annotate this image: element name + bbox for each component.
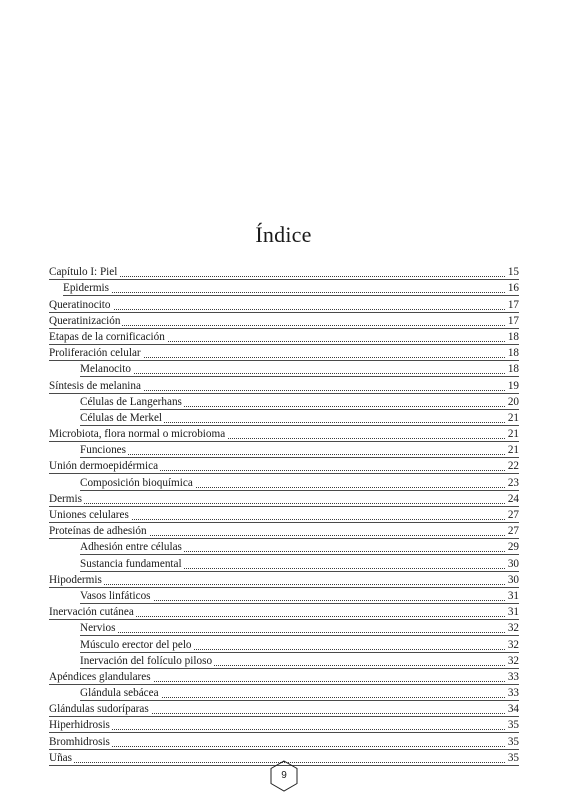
toc-entry-page: 18 bbox=[507, 363, 519, 376]
toc-entry-page: 17 bbox=[507, 298, 519, 311]
toc-entry[interactable] bbox=[80, 620, 519, 636]
dot-leader bbox=[80, 370, 519, 374]
toc-entry[interactable] bbox=[49, 296, 519, 312]
toc-entry[interactable] bbox=[80, 588, 519, 604]
toc-entry[interactable] bbox=[49, 669, 519, 685]
toc-entry-label: Capítulo I: Piel bbox=[49, 266, 118, 279]
toc-entry[interactable] bbox=[80, 653, 519, 669]
toc-entry-label: Queratinocito bbox=[49, 298, 111, 311]
toc-entry-label: Epidermis bbox=[63, 282, 109, 295]
toc-entry[interactable] bbox=[49, 377, 519, 393]
toc-entry[interactable] bbox=[80, 539, 519, 555]
toc-entry-page: 30 bbox=[507, 573, 519, 586]
toc-entry-label: Bromhidrosis bbox=[49, 735, 110, 748]
toc-entry-page: 32 bbox=[507, 654, 519, 667]
toc-entry-page: 33 bbox=[507, 670, 519, 683]
toc-entry-label: Dermis bbox=[49, 492, 82, 505]
toc-entry-page: 16 bbox=[507, 282, 519, 295]
toc-entry-label: Apéndices glandulares bbox=[49, 670, 151, 683]
toc-entry-page: 27 bbox=[507, 509, 519, 521]
toc-entry[interactable] bbox=[49, 491, 519, 507]
toc-entry[interactable] bbox=[63, 280, 519, 296]
dot-leader bbox=[63, 289, 519, 293]
toc-entry-page: 35 bbox=[507, 719, 519, 732]
dot-leader bbox=[49, 306, 519, 310]
toc-entry-page: 15 bbox=[507, 266, 519, 279]
dot-leader bbox=[49, 743, 519, 747]
toc-entry[interactable] bbox=[80, 410, 519, 426]
toc-entry[interactable] bbox=[49, 507, 519, 523]
toc-entry-label: Músculo erector del pelo bbox=[80, 638, 192, 651]
toc-entry-label: Hipodermis bbox=[49, 573, 102, 586]
toc-entry-page: 33 bbox=[507, 687, 519, 700]
page-number-badge bbox=[267, 759, 301, 793]
toc-entry-page: 18 bbox=[507, 347, 519, 360]
toc-entry-page: 23 bbox=[507, 476, 519, 489]
toc-entry[interactable] bbox=[49, 458, 519, 474]
page-number: 9 bbox=[281, 770, 287, 781]
toc-entry-page: 27 bbox=[507, 525, 519, 538]
toc-entry[interactable] bbox=[49, 701, 519, 717]
toc-entry-page: 30 bbox=[507, 557, 519, 570]
toc-entry-page: 21 bbox=[507, 428, 519, 441]
dot-leader bbox=[49, 500, 519, 504]
toc-entry-label: Queratinización bbox=[49, 314, 121, 327]
toc-entry-label: Glándulas sudoríparas bbox=[49, 703, 149, 716]
toc-entry-label: Etapas de la cornificación bbox=[49, 330, 165, 343]
toc-entry-page: 21 bbox=[507, 444, 519, 457]
toc-entry-page: 29 bbox=[507, 541, 519, 554]
toc-entry[interactable] bbox=[80, 442, 519, 458]
page-title: Índice bbox=[255, 222, 312, 247]
toc-entry-page: 18 bbox=[507, 330, 519, 343]
toc-entry[interactable] bbox=[49, 733, 519, 749]
toc-entry-label: Células de Langerhans bbox=[80, 395, 182, 408]
toc-entry[interactable] bbox=[80, 555, 519, 571]
dot-leader bbox=[49, 273, 519, 277]
toc-entry-page: 22 bbox=[507, 460, 519, 473]
toc-entry-label: Vasos linfáticos bbox=[80, 589, 151, 602]
toc-entry-page: 31 bbox=[507, 606, 519, 619]
toc-entry-page: 20 bbox=[507, 395, 519, 408]
toc-entry[interactable] bbox=[49, 426, 519, 442]
toc-entry-label: Composición bioquímica bbox=[80, 476, 193, 489]
dot-leader bbox=[49, 581, 519, 585]
toc-entry-label: Sustancia fundamental bbox=[80, 557, 182, 570]
toc-entry-label: Uñas bbox=[49, 751, 72, 764]
toc-entry-label: Uniones celulares bbox=[49, 509, 129, 521]
toc-entry[interactable] bbox=[49, 264, 519, 280]
toc-entry[interactable] bbox=[49, 717, 519, 733]
toc-entry-label: Hiperhidrosis bbox=[49, 719, 110, 732]
toc-entry-label: Unión dermoepidérmica bbox=[49, 460, 159, 473]
toc-entry-page: 24 bbox=[507, 492, 519, 505]
toc-entry-label: Células de Merkel bbox=[80, 411, 163, 424]
toc-entry-label: Microbiota, flora normal o microbioma bbox=[49, 428, 226, 441]
toc-entry[interactable] bbox=[49, 345, 519, 361]
toc-entry[interactable] bbox=[80, 636, 519, 652]
toc-entry-label: Proteínas de adhesión bbox=[49, 525, 147, 538]
toc-entry-label: Funciones bbox=[80, 444, 126, 457]
toc-entry-label: Proliferación celular bbox=[49, 347, 141, 360]
toc-entry[interactable] bbox=[80, 361, 519, 377]
toc-entry[interactable] bbox=[80, 394, 519, 410]
table-of-contents bbox=[49, 264, 519, 766]
toc-entry-label: Síntesis de melanina bbox=[49, 379, 141, 392]
toc-entry-page: 32 bbox=[507, 638, 519, 651]
toc-entry-page: 17 bbox=[507, 314, 519, 327]
toc-entry[interactable] bbox=[49, 572, 519, 588]
toc-entry-label: Inervación cutánea bbox=[49, 606, 134, 619]
toc-entry-page: 19 bbox=[507, 379, 519, 392]
toc-entry-page: 34 bbox=[507, 703, 519, 716]
toc-entry-label: Melanocito bbox=[80, 363, 131, 376]
dot-leader bbox=[49, 726, 519, 730]
toc-entry-label: Glándula sebácea bbox=[80, 687, 159, 700]
toc-entry[interactable] bbox=[49, 604, 519, 620]
toc-entry-label: Inervación del folículo piloso bbox=[80, 654, 213, 667]
toc-entry-label: Adhesión entre células bbox=[80, 541, 182, 554]
toc-entry-page: 32 bbox=[507, 622, 519, 635]
toc-entry[interactable] bbox=[80, 474, 519, 490]
dot-leader bbox=[80, 629, 519, 633]
toc-entry-page: 35 bbox=[507, 751, 519, 764]
toc-entry[interactable] bbox=[80, 685, 519, 701]
dot-leader bbox=[80, 451, 519, 455]
toc-entry-page: 31 bbox=[507, 589, 519, 602]
toc-entry[interactable] bbox=[49, 313, 519, 329]
toc-entry-label: Nervios bbox=[80, 622, 116, 635]
toc-entry-page: 21 bbox=[507, 411, 519, 424]
toc-entry[interactable] bbox=[49, 329, 519, 345]
toc-entry-page: 35 bbox=[507, 735, 519, 748]
toc-entry[interactable] bbox=[49, 523, 519, 539]
